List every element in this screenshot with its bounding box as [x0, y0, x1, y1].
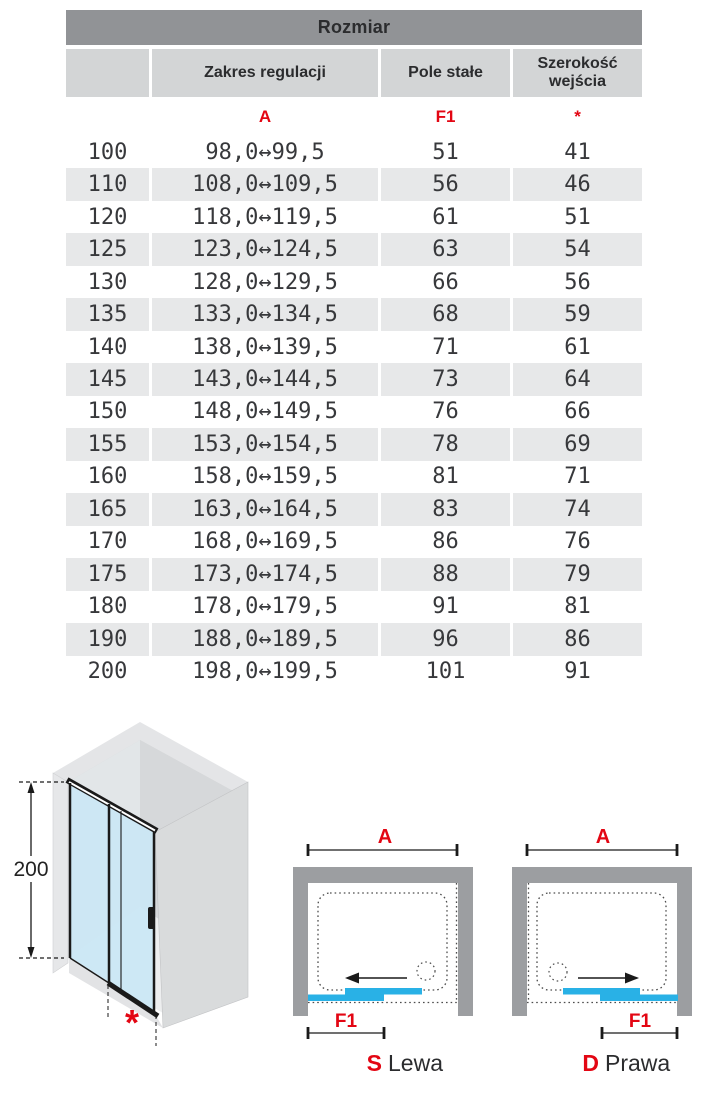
- cell-range: 108,0↔109,5: [152, 168, 378, 200]
- iso-shower-diagram: [0, 715, 270, 1060]
- symbol-cell-a: A: [258, 106, 272, 126]
- header-cell-entry: Szerokość wejścia: [513, 49, 642, 97]
- variant-name: Prawa: [605, 1050, 671, 1076]
- cell-fixed: 91: [432, 594, 459, 620]
- size-table: [66, 10, 642, 688]
- cell-entry: 41: [564, 139, 591, 165]
- table-header-row: [66, 49, 642, 97]
- cell-size: 160: [87, 464, 128, 490]
- symbol-cell-f1: F1: [435, 106, 456, 126]
- table-row: [66, 623, 642, 655]
- table-row: [66, 591, 642, 623]
- dim-arrow-up: [28, 782, 35, 793]
- cell-size: 200: [87, 659, 128, 685]
- symbol-cell-asterisk: *: [574, 106, 581, 126]
- cell-fixed: 78: [381, 428, 510, 460]
- cell-range: 98,0↔99,5: [205, 139, 325, 165]
- cell-size: 125: [66, 233, 149, 265]
- cell-fixed: 61: [432, 204, 459, 230]
- cell-entry: 86: [513, 623, 642, 655]
- table-row: [66, 266, 642, 298]
- cell-fixed: 68: [381, 298, 510, 330]
- cell-entry: 66: [564, 399, 591, 425]
- cell-range: 173,0↔174,5: [152, 558, 378, 590]
- table-row: [66, 396, 642, 428]
- cell-entry: 61: [564, 334, 591, 360]
- cell-entry: 91: [564, 659, 591, 685]
- cell-range: 138,0↔139,5: [192, 334, 338, 360]
- cell-entry: 74: [513, 493, 642, 525]
- wall-top: [293, 867, 473, 883]
- variant-code: S: [366, 1050, 382, 1076]
- cell-fixed: 81: [432, 464, 459, 490]
- table-row: [66, 363, 642, 395]
- cell-entry: 64: [513, 363, 642, 395]
- cell-fixed: 63: [381, 233, 510, 265]
- cell-entry: 79: [513, 558, 642, 590]
- cell-range: 158,0↔159,5: [192, 464, 338, 490]
- cell-entry: 56: [564, 269, 591, 295]
- cell-entry: 71: [564, 464, 591, 490]
- variant-name: Lewa: [388, 1050, 443, 1076]
- cell-entry: 54: [513, 233, 642, 265]
- drain-outline: [417, 962, 435, 980]
- cell-fixed: 96: [381, 623, 510, 655]
- cell-size: 175: [66, 558, 149, 590]
- table-row: [66, 461, 642, 493]
- cell-size: 140: [87, 334, 128, 360]
- fixed-panel-bar: [600, 995, 678, 1002]
- table-row: [66, 493, 642, 525]
- table-row: [66, 168, 642, 200]
- cell-fixed: 73: [381, 363, 510, 395]
- sliding-panel-bar: [345, 988, 422, 995]
- plan-right-diagram: [505, 820, 705, 1085]
- cell-entry: 59: [513, 298, 642, 330]
- cell-size: 110: [66, 168, 149, 200]
- symbol-row: [66, 97, 642, 136]
- cell-size: 120: [87, 204, 128, 230]
- dimension-f1-label: F1: [628, 1011, 652, 1032]
- table-title: Rozmiar: [66, 10, 642, 45]
- wall-right: [458, 867, 473, 1016]
- arrowhead-right: [625, 973, 639, 984]
- table-row: [66, 136, 642, 168]
- wall-left: [293, 867, 308, 1016]
- sliding-panel-bar: [563, 988, 640, 995]
- arrowhead-left: [345, 973, 359, 984]
- cell-fixed: 76: [432, 399, 459, 425]
- height-dimension-label: 200: [13, 858, 49, 881]
- cell-range: 153,0↔154,5: [152, 428, 378, 460]
- cell-range: 163,0↔164,5: [152, 493, 378, 525]
- table-row: [66, 201, 642, 233]
- cell-range: 123,0↔124,5: [152, 233, 378, 265]
- asterisk-mark: *: [124, 1002, 140, 1043]
- dimension-a-label: A: [377, 826, 393, 848]
- cell-fixed: 88: [381, 558, 510, 590]
- wall-top: [512, 867, 692, 883]
- cell-fixed: 71: [432, 334, 459, 360]
- variant-code: D: [582, 1050, 599, 1076]
- dimension-a-label: A: [595, 826, 611, 848]
- cell-entry: 46: [513, 168, 642, 200]
- wall-right: [677, 867, 692, 1016]
- cell-range: 148,0↔149,5: [192, 399, 338, 425]
- cell-size: 150: [87, 399, 128, 425]
- cell-size: 130: [87, 269, 128, 295]
- table-row: [66, 428, 642, 460]
- cell-fixed: 51: [432, 139, 459, 165]
- table-row: [66, 298, 642, 330]
- left-wall-slab: [53, 773, 68, 973]
- dimension-f1-label: F1: [334, 1011, 358, 1032]
- cell-size: 180: [87, 594, 128, 620]
- table-row: [66, 331, 642, 363]
- header-cell-fixed: Pole stałe: [381, 49, 510, 97]
- cell-range: 118,0↔119,5: [192, 204, 338, 230]
- shower-tray-outline: [537, 893, 666, 990]
- table-row: [66, 526, 642, 558]
- cell-fixed: 101: [425, 659, 466, 685]
- cell-entry: 76: [564, 529, 591, 555]
- cell-size: 165: [66, 493, 149, 525]
- cell-entry: 69: [513, 428, 642, 460]
- table-row: [66, 558, 642, 590]
- cell-size: 135: [66, 298, 149, 330]
- table-body: [66, 136, 642, 688]
- cell-fixed: 56: [381, 168, 510, 200]
- fixed-panel-bar: [308, 995, 384, 1002]
- cell-fixed: 86: [432, 529, 459, 555]
- door-handle: [148, 907, 155, 929]
- plan-left-diagram: [285, 820, 485, 1085]
- cell-size: 170: [87, 529, 128, 555]
- header-cell-size: [66, 49, 149, 97]
- cell-size: 155: [66, 428, 149, 460]
- drain-outline: [549, 963, 567, 981]
- cell-size: 190: [66, 623, 149, 655]
- header-cell-range: Zakres regulacji: [152, 49, 378, 97]
- shower-tray-outline: [318, 893, 447, 990]
- cell-size: 100: [87, 139, 128, 165]
- cell-fixed: 66: [432, 269, 459, 295]
- cell-range: 198,0↔199,5: [192, 659, 338, 685]
- dim-arrow-down: [28, 947, 35, 958]
- cell-range: 128,0↔129,5: [192, 269, 338, 295]
- cell-size: 145: [66, 363, 149, 395]
- cell-range: 143,0↔144,5: [152, 363, 378, 395]
- symbol-cell-empty: [66, 97, 149, 136]
- wall-left: [512, 867, 527, 1016]
- table-row: [66, 656, 642, 688]
- cell-range: 188,0↔189,5: [152, 623, 378, 655]
- cell-range: 168,0↔169,5: [192, 529, 338, 555]
- table-row: [66, 233, 642, 265]
- cell-range: 178,0↔179,5: [192, 594, 338, 620]
- cell-range: 133,0↔134,5: [152, 298, 378, 330]
- cell-fixed: 83: [381, 493, 510, 525]
- cell-entry: 81: [564, 594, 591, 620]
- cell-entry: 51: [564, 204, 591, 230]
